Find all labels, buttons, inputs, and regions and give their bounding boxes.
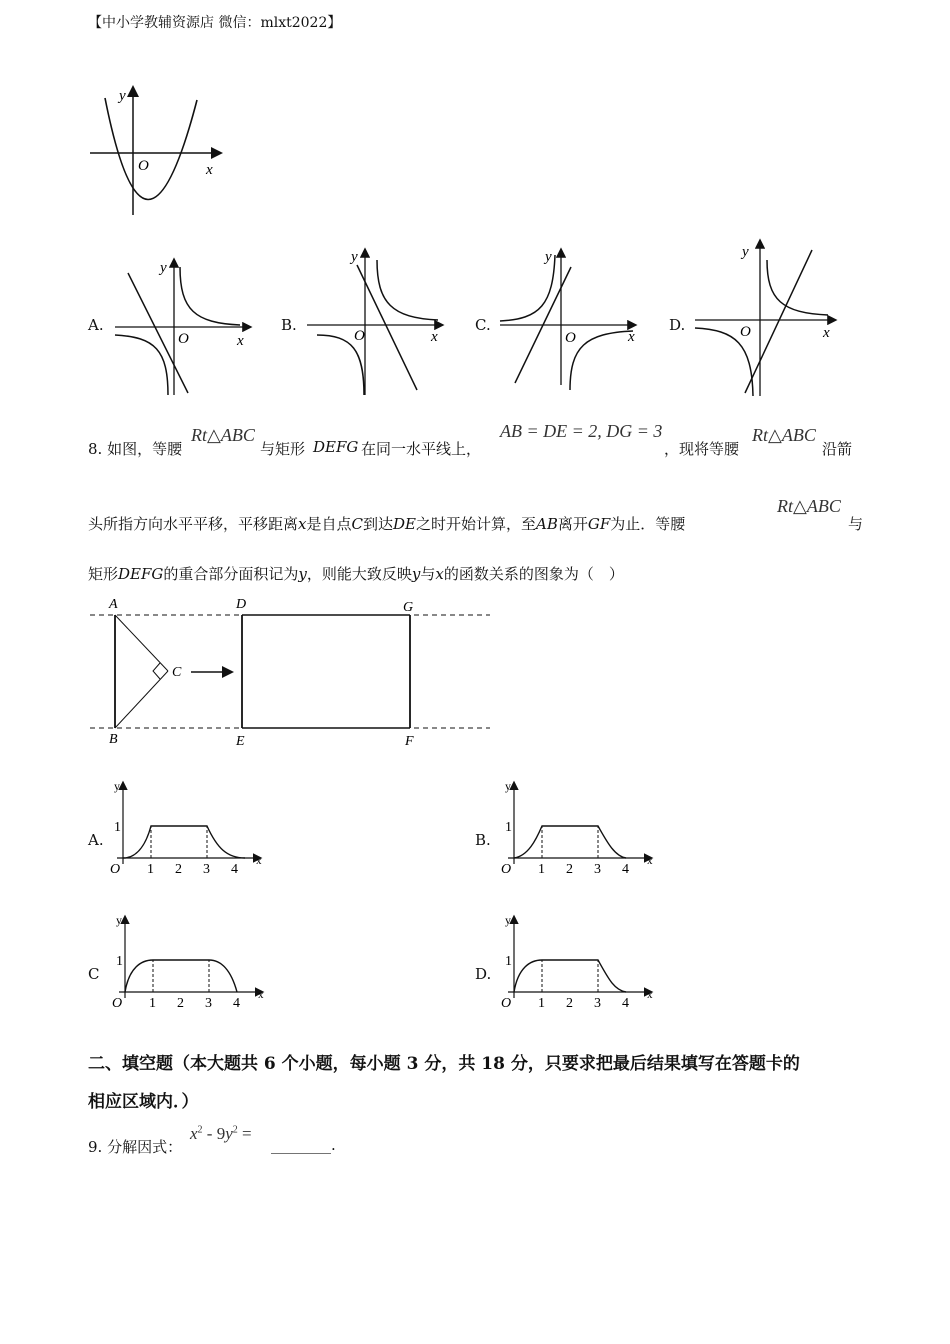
hyperbola-branch-lower <box>570 331 633 390</box>
svg-text:O: O <box>740 324 751 340</box>
point-b: B <box>109 732 118 747</box>
q9-answer-blank[interactable]: ________. <box>271 1136 336 1154</box>
hyperbola-branch-upper <box>767 260 828 315</box>
q8-rt-abc-2: Rt△ABC <box>752 425 816 445</box>
x-tick-label: 4 <box>233 996 240 1011</box>
x-tick-label: 3 <box>205 996 212 1011</box>
svg-text:y: y <box>742 244 749 260</box>
x-tick-label: 2 <box>566 996 573 1011</box>
q7-option-c-label[interactable]: C. <box>475 316 491 334</box>
q8-defg-1: DEFG <box>313 438 359 456</box>
axis-y-label: y <box>505 913 511 927</box>
y-tick-label: 1 <box>114 820 121 835</box>
y-tick-label: 1 <box>505 820 512 835</box>
x-tick-label: 3 <box>594 996 601 1011</box>
point-c: C <box>172 665 182 680</box>
q8-line3: 矩形DEFG的重合部分面积记为y，则能大致反映y与x的函数关系的图象为（ ） <box>88 565 624 583</box>
hyperbola-branch-lower <box>317 335 364 395</box>
svg-text:x: x <box>237 333 244 349</box>
q8-line1-part-a: 8. 如图，等腰 <box>88 440 183 458</box>
svg-text:x: x <box>431 329 438 345</box>
line-graph <box>357 265 417 390</box>
q8-line2-part-g: 与 <box>848 515 864 533</box>
axis-y-label: y <box>505 779 511 793</box>
q8-given-lengths: AB = DE = 2, DG = 3 <box>500 421 663 441</box>
q8-option-a-label[interactable]: A. <box>88 831 104 849</box>
svg-text:O: O <box>178 331 189 347</box>
x-tick-label: 4 <box>622 996 629 1011</box>
origin-label: O <box>501 862 512 877</box>
function-curve <box>514 826 626 858</box>
svg-text:y: y <box>545 249 552 265</box>
right-angle-mark <box>153 663 160 679</box>
axis-x-label: x <box>256 855 262 867</box>
q8-rt-abc-1: Rt△ABC <box>191 425 255 445</box>
x-tick-label: 1 <box>538 862 545 877</box>
x-tick-label: 4 <box>622 862 629 877</box>
point-e: E <box>236 734 245 749</box>
q8-line1-part-c: 在同一水平线上， <box>361 440 482 458</box>
q7-option-d-label[interactable]: D. <box>669 316 686 334</box>
hyperbola-branch-lower <box>115 335 168 395</box>
function-curve <box>514 960 626 992</box>
x-tick-label: 1 <box>147 862 154 877</box>
q7-option-b-label[interactable]: B. <box>281 316 297 334</box>
svg-text:y: y <box>160 260 167 276</box>
section2-heading-line2: 相应区域内．） <box>88 1092 199 1112</box>
q8-rt-abc-3: Rt△ABC <box>777 496 841 516</box>
x-tick-label: 3 <box>203 862 210 877</box>
function-curve <box>123 826 245 858</box>
origin-label: O <box>138 158 149 174</box>
axis-y-label: y <box>116 913 122 927</box>
q8-option-c-graph[interactable] <box>107 912 272 1012</box>
function-curve <box>125 960 237 992</box>
x-tick-label: 4 <box>231 862 238 877</box>
point-g: G <box>403 600 414 615</box>
svg-text:y: y <box>351 249 358 265</box>
x-tick-label: 2 <box>177 996 184 1011</box>
q8-figure <box>88 595 493 750</box>
axis-x-label: x <box>647 855 653 867</box>
point-d: D <box>236 597 247 612</box>
axis-x-label: x <box>647 989 653 1001</box>
x-tick-label: 1 <box>149 996 156 1011</box>
q7-main-graph <box>85 80 230 220</box>
svg-text:x: x <box>823 325 830 341</box>
q8-line1-part-b: 与矩形 <box>260 440 306 458</box>
q8-option-d-label[interactable]: D. <box>475 965 492 983</box>
axis-y-label: y <box>114 779 120 793</box>
q8-line1-part-d: ，现将等腰 <box>664 440 740 458</box>
page-header: 【中小学教辅资源店 微信：mlxt2022】 <box>88 15 342 31</box>
triangle-side-bc <box>115 671 168 728</box>
point-f: F <box>405 734 414 749</box>
q7-option-b-graph[interactable] <box>302 245 452 400</box>
hyperbola-branch-upper <box>377 260 438 320</box>
q8-line2: 头所指方向水平平移，平移距离x是自点C到达DE之时开始计算，至AB离开GF为止．等腰 <box>88 515 686 533</box>
q9-expression: $x^2 - 9y^2$ = <box>190 1124 252 1143</box>
axis-x-label: x <box>206 162 213 178</box>
origin-label: O <box>501 996 512 1011</box>
parabola-curve <box>105 98 197 200</box>
y-tick-label: 1 <box>505 954 512 969</box>
x-tick-label: 1 <box>538 996 545 1011</box>
svg-text:x: x <box>628 329 635 345</box>
hyperbola-branch-upper <box>180 267 240 325</box>
axis-x-label: x <box>258 989 264 1001</box>
q7-option-a-label[interactable]: A. <box>88 316 104 334</box>
q7-option-d-graph[interactable] <box>690 238 845 398</box>
q8-option-a-graph[interactable] <box>105 778 270 878</box>
axis-y-label: y <box>119 88 126 104</box>
q7-option-c-graph[interactable] <box>495 245 645 390</box>
origin-label: O <box>110 862 121 877</box>
x-tick-label: 2 <box>566 862 573 877</box>
q9-prefix: 9. 分解因式： <box>88 1138 183 1156</box>
origin-label: O <box>112 996 123 1011</box>
x-tick-label: 2 <box>175 862 182 877</box>
point-a: A <box>109 597 118 612</box>
q8-line1-part-e: 沿箭 <box>822 440 853 458</box>
q7-option-a-graph[interactable] <box>110 255 260 400</box>
svg-text:O: O <box>565 330 576 346</box>
q8-option-c-label[interactable]: C <box>88 965 100 983</box>
y-tick-label: 1 <box>116 954 123 969</box>
q8-option-b-graph[interactable] <box>496 778 661 878</box>
line-graph <box>745 250 812 393</box>
svg-text:O: O <box>354 328 365 344</box>
section2-heading-line1: 二、填空题（本大题共 6 个小题，每小题 3 分，共 18 分，只要求把最后结果填写在答题卡的 <box>88 1054 800 1074</box>
x-tick-label: 3 <box>594 862 601 877</box>
q8-option-b-label[interactable]: B. <box>475 831 491 849</box>
triangle-side-ac <box>115 615 168 671</box>
q8-option-d-graph[interactable] <box>496 912 661 1012</box>
